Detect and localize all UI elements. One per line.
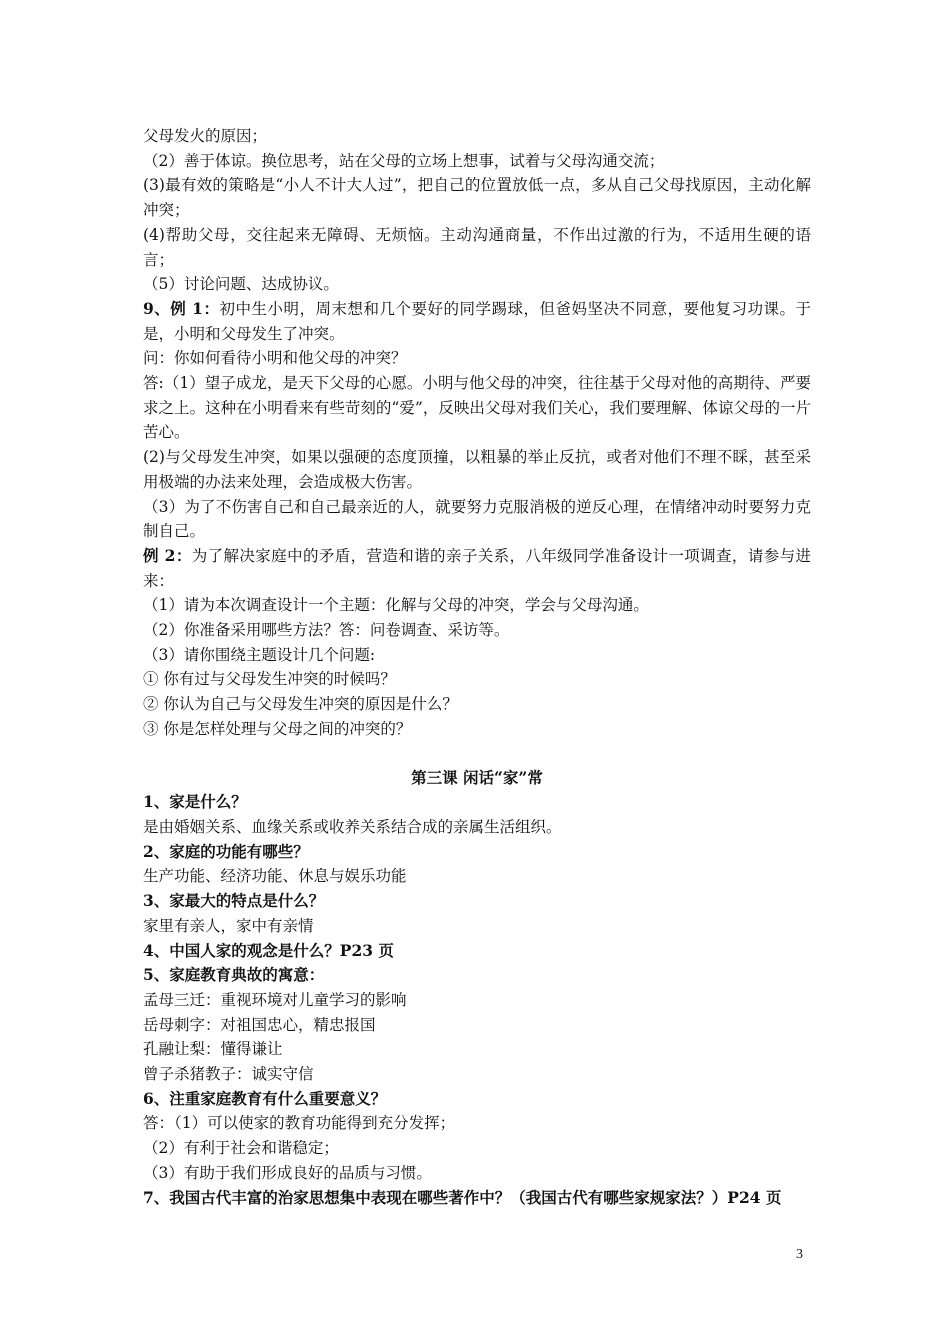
text-line (143, 371, 811, 445)
section-body (143, 790, 811, 1210)
text-line (143, 593, 811, 618)
text-line (143, 495, 811, 544)
text-line (143, 445, 811, 494)
line-text: 父母发火的原因； (143, 127, 268, 145)
question-label: 例 2： (143, 545, 192, 565)
question-heading: 1、家是什么？ (143, 792, 247, 812)
text-line: （2）有利于社会和谐稳定； (143, 1139, 339, 1158)
line-text: 为了解决家庭中的矛盾，营造和谐的亲子关系，八年级同学准备设计一项调查，请参与进来： (143, 546, 811, 590)
line-text: 初中生小明，周末想和几个要好的同学踢球，但爸妈坚决不同意，要他复习功课。于是，小明和父母发生了冲突。 (143, 299, 811, 343)
text-line: 是由婚姻关系、血缘关系或收养关系结合成的亲属生活组织。 (143, 817, 562, 836)
text-line (143, 544, 811, 593)
line-text: (3)最有效的策略是“小人不计大人过”，把自己的位置放低一点，多从自己父母找原因，主动化解冲突； (143, 176, 811, 220)
text-line: 生产功能、经济功能、休息与娱乐功能 (143, 867, 407, 886)
line-text: （2）善于体谅。换位思考，站在父母的立场上想事，试着与父母沟通交流； (143, 151, 665, 170)
text-line: （3）有助于我们形成良好的品质与习惯。 (143, 1163, 432, 1182)
question-heading: 5、家庭教育典故的寓意： (143, 965, 325, 985)
text-line (143, 717, 811, 742)
text-line: 岳母刺字：对祖国忠心，精忠报国 (143, 1015, 376, 1034)
line-text: （3）请你围绕主题设计几个问题: (143, 645, 376, 664)
text-line: 答：（1）可以使家的教育功能得到充分发挥； (143, 1114, 456, 1133)
text-line: 曾子杀猪教子：诚实守信 (143, 1065, 314, 1084)
question-heading: 7、我国古代丰富的治家思想集中表现在哪些著作中？（我国古代有哪些家规家法？）P24 页 (143, 1187, 782, 1207)
line-text: (2)与父母发生冲突，如果以强硬的态度顶撞，以粗暴的举止反抗，或者对他们不理不睬，甚至采用极端的办法来处理，会造成极大伤害。 (143, 448, 811, 491)
line-text: （3）为了不伤害自己和自己最亲近的人，就要努力克服消极的逆反心理，在情绪冲动时要努力克制自己。 (143, 497, 811, 541)
document-body (143, 124, 811, 1210)
text-line (143, 692, 811, 717)
question-heading: 6、注重家庭教育有什么重要意义？ (143, 1088, 387, 1108)
text-line (143, 223, 811, 272)
question-label: 9、例 1： (143, 298, 220, 318)
section-title: 第三课 闲话“家”常 (411, 767, 543, 787)
text-line: 家里有亲人，家中有亲情 (143, 916, 314, 935)
line-text: ③ 你是怎样处理与父母之间的冲突的？ (143, 719, 412, 738)
question-heading: 2、家庭的功能有哪些？ (143, 841, 309, 861)
paragraph-block (143, 124, 811, 742)
line-text: ① 你有过与父母发生冲突的时候吗？ (143, 670, 396, 689)
line-text: ② 你认为自己与父母发生冲突的原因是什么？ (143, 695, 458, 714)
text-line (143, 667, 811, 692)
line-text: (4)帮助父母，交往起来无障碍、无烦恼。主动沟通商量，不作出过激的行为，不适用生硬的语言； (143, 225, 811, 269)
text-line: 孔融让梨：懂得谦让 (143, 1040, 283, 1059)
text-line (143, 173, 811, 222)
question-heading: 3、家最大的特点是什么？ (143, 891, 325, 911)
question-heading: 4、中国人家的观念是什么？P23 页 (143, 940, 394, 960)
page-number: 3 (796, 1247, 803, 1262)
text-line (143, 272, 811, 297)
text-line (143, 346, 811, 371)
text-line (143, 297, 811, 346)
line-text: （2）你准备采用哪些方法？答：问卷调查、采访等。 (143, 621, 510, 640)
line-text: （5）讨论问题、达成协议。 (143, 275, 339, 294)
text-line: 孟母三迁：重视环境对儿童学习的影响 (143, 990, 407, 1009)
text-line (143, 124, 811, 149)
text-line (143, 643, 811, 668)
text-line (143, 149, 811, 174)
text-line (143, 618, 811, 643)
line-text: （1）请为本次调查设计一个主题：化解与父母的冲突，学会与父母沟通。 (143, 596, 649, 615)
line-text: 问：你如何看待小明和他父母的冲突？ (143, 349, 407, 368)
line-text: 答:（1）望子成龙，是天下父母的心愿。小明与他父母的冲突，往往基于父母对他的高期待、严要求之上。这种在小明看来有些苛刻的“爱”，反映出父母对我们关心，我们要理解、体谅父母的一片苦心。 (143, 374, 811, 442)
